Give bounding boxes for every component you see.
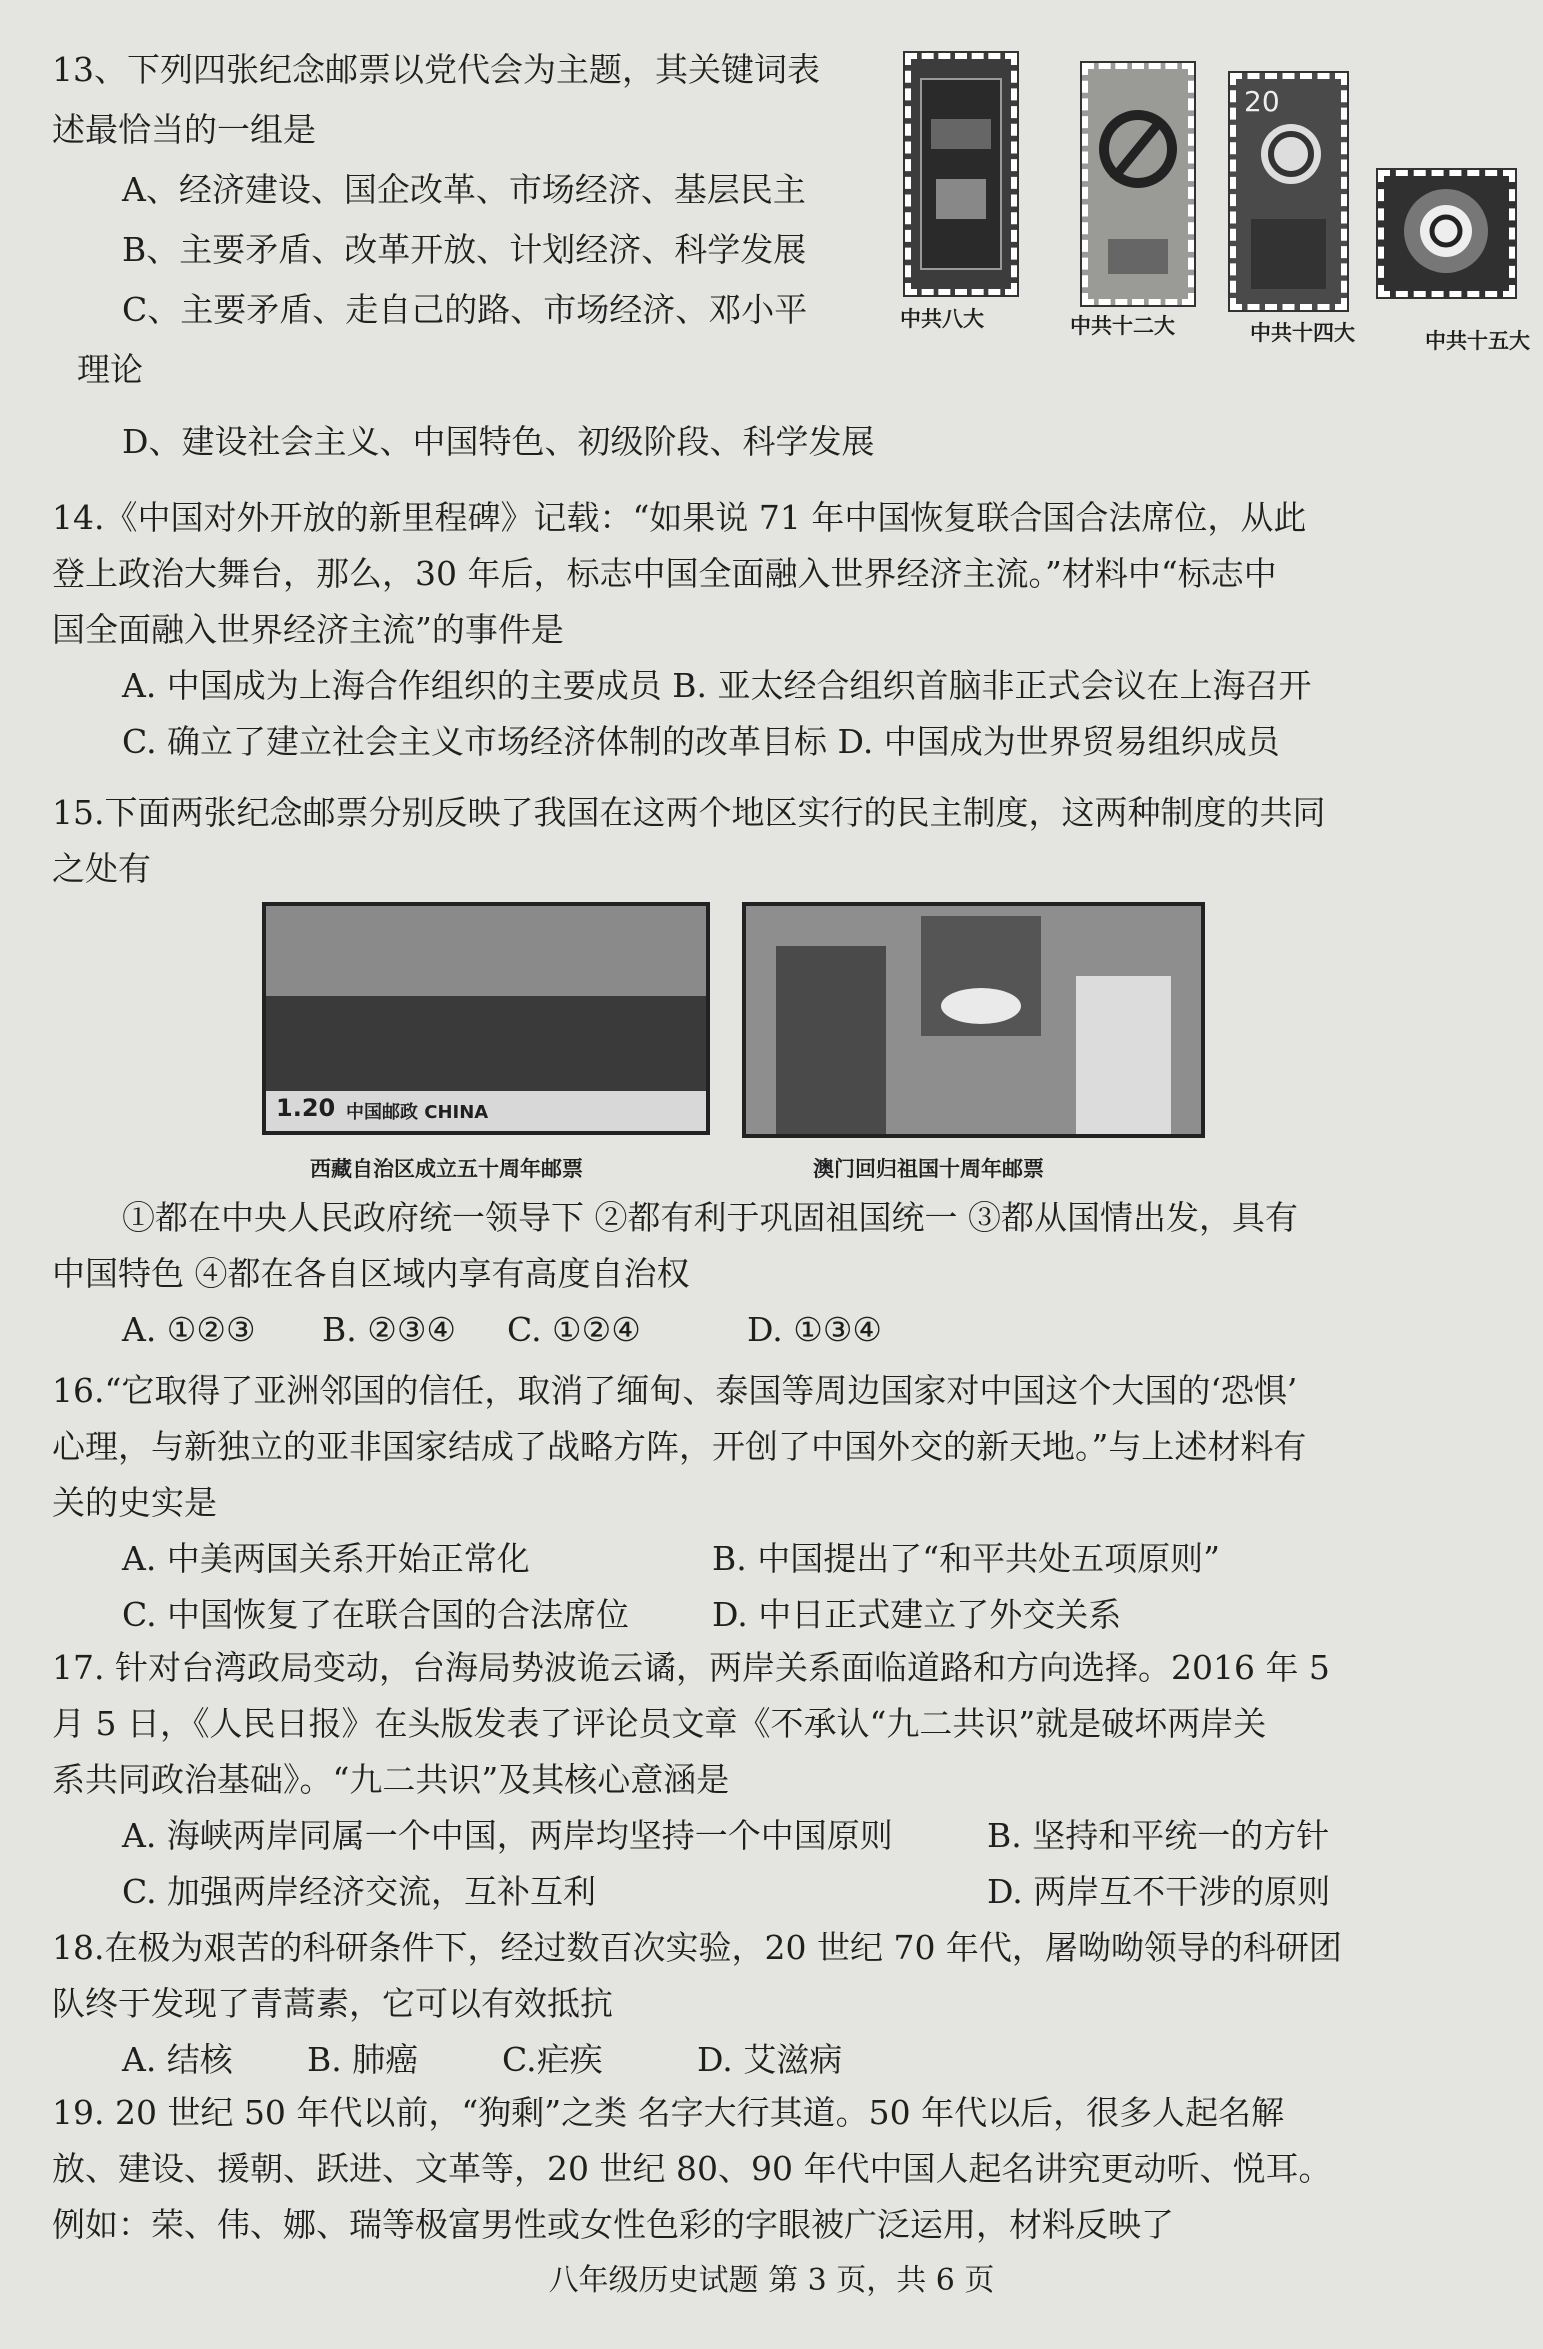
stamp-12th-congress (1082, 63, 1194, 305)
q14-stem-cont: 国全面融入世界经济主流”的事件是 (52, 610, 564, 649)
q17-options-cd (52, 1864, 1412, 1920)
q18-option-a: A. 结核 (122, 2040, 233, 2079)
hammer-sickle-icon (1088, 69, 1188, 299)
q15-stem: 15.下面两张纪念邮票分别反映了我国在这两个地区实行的民主制度，这两种制度的共同 (52, 793, 1326, 832)
building-icon (911, 59, 1011, 289)
q16-option-d: D. 中日正式建立了外交关系 (712, 1595, 1122, 1634)
question-14 (52, 490, 1412, 770)
stamp-caption: 中共十二大 (1070, 314, 1175, 338)
stamp-14th-congress (1230, 73, 1347, 310)
stamp-caption: 中共十四大 (1250, 321, 1355, 345)
q17-option-a: A. 海峡两岸同属一个中国，两岸均坚持一个中国原则 (122, 1816, 893, 1855)
q16-stem-cont: 心理，与新独立的亚非国家结成了战略方阵，开创了中国外交的新天地。”与上述材料有 (52, 1427, 1307, 1466)
q14-options-cd: C. 确立了建立社会主义市场经济体制的改革目标 D. 中国成为世界贸易组织成员 (122, 722, 1280, 761)
stamp-value: 20 (1244, 85, 1280, 118)
stamp-caption: 西藏自治区成立五十周年邮票 (310, 1157, 583, 1181)
stamp-macau (742, 902, 1205, 1138)
q15-option-a: A. ①②③ (122, 1310, 256, 1349)
q16-options-cd (52, 1587, 1412, 1643)
q15-stem-cont: 之处有 (52, 849, 151, 888)
q17-stem: 17. 针对台湾政局变动，台海局势波诡云谲，两岸关系面临道路和方向选择。2016 年 5 (52, 1648, 1330, 1687)
q16-stem: 16.“它取得了亚洲邻国的信任，取消了缅甸、泰国等周边国家对中国这个大国的‘恐惧’ (52, 1371, 1298, 1410)
q16-option-c: C. 中国恢复了在联合国的合法席位 (122, 1595, 630, 1634)
q16-option-a: A. 中美两国关系开始正常化 (122, 1539, 530, 1578)
q18-option-c: C.疟疾 (502, 2040, 603, 2079)
q13-option-c-cont: 理论 (77, 350, 143, 389)
stamp-tibet (262, 902, 710, 1135)
q17-options-ab (52, 1808, 1412, 1864)
question-13 (52, 40, 882, 461)
q18-option-d: D. 艾滋病 (697, 2040, 843, 2079)
q15-options (52, 1302, 1412, 1358)
q18-stem-cont: 队终于发现了青蒿素，它可以有效抵抗 (52, 1984, 613, 2023)
q15-statements: ①都在中央人民政府统一领导下 ②都有利于巩固祖国统一 ③都从国情出发，具有 (122, 1198, 1298, 1237)
q13-stamps (900, 45, 1530, 365)
question-15 (52, 785, 1412, 897)
question-18 (52, 1920, 1412, 2088)
lotus-building-icon (746, 906, 1201, 1134)
q15-statements-cont: 中国特色 ④都在各自区域内享有高度自治权 (52, 1254, 690, 1293)
q19-stem-cont: 放、建设、援朝、跃进、文革等，20 世纪 80、90 年代中国人起名讲究更动听、悦耳。 (52, 2149, 1332, 2188)
q13-option-a: A、经济建设、国企改革、市场经济、基层民主 (122, 170, 806, 209)
party-emblem-icon (1384, 176, 1509, 291)
stamp-value: 1.20 (276, 1094, 336, 1122)
q17-option-c: C. 加强两岸经济交流，互补互利 (122, 1872, 597, 1911)
q18-option-b: B. 肺癌 (307, 2040, 419, 2079)
question-16 (52, 1363, 1412, 1643)
stamp-caption: 中共八大 (900, 307, 984, 331)
question-17 (52, 1640, 1412, 1920)
stamp-15th-congress (1378, 170, 1515, 297)
stamp-caption: 澳门回归祖国十周年邮票 (813, 1157, 1044, 1181)
q16-option-b: B. 中国提出了“和平共处五项原则” (712, 1539, 1220, 1578)
stamp-8th-congress (905, 53, 1017, 295)
q14-stem: 14.《中国对外开放的新里程碑》记载：“如果说 71 年中国恢复联合国合法席位，从此 (52, 498, 1307, 537)
q17-stem-cont: 月 5 日，《人民日报》在头版发表了评论员文章《不承认“九二共识”就是破坏两岸关 (52, 1704, 1267, 1743)
q15-option-b: B. ②③④ (322, 1310, 456, 1349)
q18-options (52, 2032, 1412, 2088)
stamp-caption: 中共十五大 (1425, 329, 1530, 353)
stamp-mark: 中国邮政 CHINA (346, 1102, 489, 1123)
question-15-statements (52, 1190, 1412, 1358)
q19-stem-cont: 例如：荣、伟、娜、瑞等极富男性或女性色彩的字眼被广泛运用，材料反映了 (52, 2205, 1174, 2244)
q19-stem: 19. 20 世纪 50 年代以前，“狗剩”之类 名字大行其道。50 年代以后，很多人起名解 (52, 2093, 1285, 2132)
q16-stem-cont: 关的史实是 (52, 1483, 217, 1522)
question-19 (52, 2085, 1412, 2253)
q14-options-ab: A. 中国成为上海合作组织的主要成员 B. 亚太经合组织首脑非正式会议在上海召开 (122, 666, 1312, 705)
q16-options-ab (52, 1531, 1412, 1587)
q13-stem: 13、下列四张纪念邮票以党代会为主题，其关键词表 (52, 50, 820, 89)
q13-stem-cont: 述最恰当的一组是 (52, 110, 316, 149)
q18-stem: 18.在极为艰苦的科研条件下，经过数百次实验，20 世纪 70 年代，屠呦呦领导的科研团 (52, 1928, 1342, 1967)
page-footer: 八年级历史试题 第 3 页，共 6 页 (548, 2263, 995, 2298)
q13-option-c: C、主要矛盾、走自己的路、市场经济、邓小平 (122, 290, 808, 329)
q13-option-d: D、建设社会主义、中国特色、初级阶段、科学发展 (122, 422, 875, 461)
q14-stem-cont: 登上政治大舞台，那么，30 年后，标志中国全面融入世界经济主流。”材料中“标志中 (52, 554, 1277, 593)
q15-option-c: C. ①②④ (507, 1310, 641, 1349)
q17-option-d: D. 两岸互不干涉的原则 (987, 1872, 1331, 1911)
q17-option-b: B. 坚持和平统一的方针 (987, 1816, 1330, 1855)
q15-option-d: D. ①③④ (747, 1310, 883, 1349)
q17-stem-cont: 系共同政治基础》。“九二共识”及其核心意涵是 (52, 1760, 730, 1799)
q13-option-b: B、主要矛盾、改革开放、计划经济、科学发展 (122, 230, 807, 269)
